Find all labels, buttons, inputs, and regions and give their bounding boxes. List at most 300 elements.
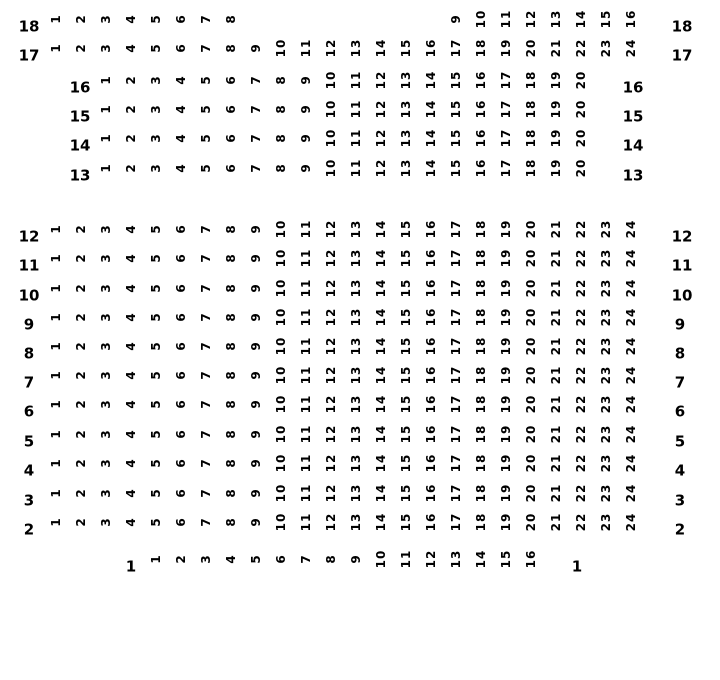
seat-15-6[interactable]: 6 (224, 104, 238, 114)
seat-11-9[interactable]: 9 (249, 253, 263, 263)
seat-7-24[interactable]: 24 (624, 365, 638, 385)
seat-4-23[interactable]: 23 (599, 453, 613, 473)
seat-7-19[interactable]: 19 (499, 365, 513, 385)
seat-4-14[interactable]: 14 (374, 453, 388, 473)
seat-2-4[interactable]: 4 (124, 517, 138, 527)
seat-10-1[interactable]: 1 (49, 283, 63, 293)
seat-10-7[interactable]: 7 (199, 283, 213, 293)
seat-12-4[interactable]: 4 (124, 224, 138, 234)
seat-11-6[interactable]: 6 (174, 253, 188, 263)
seat-12-23[interactable]: 23 (599, 219, 613, 239)
seat-5-7[interactable]: 7 (199, 429, 213, 439)
seat-5-10[interactable]: 10 (274, 424, 288, 444)
seat-4-8[interactable]: 8 (224, 458, 238, 468)
seat-15-16[interactable]: 16 (474, 99, 488, 119)
seat-12-14[interactable]: 14 (374, 219, 388, 239)
seat-14-5[interactable]: 5 (199, 133, 213, 143)
seat-17-7[interactable]: 7 (199, 43, 213, 53)
seat-5-24[interactable]: 24 (624, 424, 638, 444)
seat-2-5[interactable]: 5 (149, 517, 163, 527)
seat-10-2[interactable]: 2 (74, 283, 88, 293)
seat-9-4[interactable]: 4 (124, 312, 138, 322)
seat-3-22[interactable]: 22 (574, 483, 588, 503)
seat-17-6[interactable]: 6 (174, 43, 188, 53)
seat-5-16[interactable]: 16 (424, 424, 438, 444)
seat-12-11[interactable]: 11 (299, 219, 313, 239)
seat-1-12[interactable]: 12 (424, 549, 438, 569)
seat-4-9[interactable]: 9 (249, 458, 263, 468)
seat-10-18[interactable]: 18 (474, 278, 488, 298)
seat-13-2[interactable]: 2 (124, 163, 138, 173)
seat-2-6[interactable]: 6 (174, 517, 188, 527)
seat-9-3[interactable]: 3 (99, 312, 113, 322)
seat-14-20[interactable]: 20 (574, 128, 588, 148)
seat-16-5[interactable]: 5 (199, 75, 213, 85)
seat-12-3[interactable]: 3 (99, 224, 113, 234)
seat-17-1[interactable]: 1 (49, 43, 63, 53)
seat-10-19[interactable]: 19 (499, 278, 513, 298)
seat-16-4[interactable]: 4 (174, 75, 188, 85)
seat-6-18[interactable]: 18 (474, 394, 488, 414)
seat-10-24[interactable]: 24 (624, 278, 638, 298)
seat-7-10[interactable]: 10 (274, 365, 288, 385)
seat-18-12[interactable]: 12 (524, 9, 538, 29)
seat-18-13[interactable]: 13 (549, 9, 563, 29)
seat-8-19[interactable]: 19 (499, 336, 513, 356)
seat-11-19[interactable]: 19 (499, 248, 513, 268)
seat-17-4[interactable]: 4 (124, 43, 138, 53)
seat-4-22[interactable]: 22 (574, 453, 588, 473)
seat-4-15[interactable]: 15 (399, 453, 413, 473)
seat-16-17[interactable]: 17 (499, 70, 513, 90)
seat-12-18[interactable]: 18 (474, 219, 488, 239)
seat-15-9[interactable]: 9 (299, 104, 313, 114)
seat-6-19[interactable]: 19 (499, 394, 513, 414)
seat-4-24[interactable]: 24 (624, 453, 638, 473)
seat-4-13[interactable]: 13 (349, 453, 363, 473)
seat-1-16[interactable]: 16 (524, 549, 538, 569)
seat-10-20[interactable]: 20 (524, 278, 538, 298)
seat-16-12[interactable]: 12 (374, 70, 388, 90)
seat-13-20[interactable]: 20 (574, 158, 588, 178)
seat-8-16[interactable]: 16 (424, 336, 438, 356)
seat-2-9[interactable]: 9 (249, 517, 263, 527)
seat-14-6[interactable]: 6 (224, 133, 238, 143)
seat-11-15[interactable]: 15 (399, 248, 413, 268)
seat-9-20[interactable]: 20 (524, 307, 538, 327)
seat-3-6[interactable]: 6 (174, 488, 188, 498)
seat-17-16[interactable]: 16 (424, 38, 438, 58)
seat-4-20[interactable]: 20 (524, 453, 538, 473)
seat-1-6[interactable]: 6 (274, 554, 288, 564)
seat-8-15[interactable]: 15 (399, 336, 413, 356)
seat-18-1[interactable]: 1 (49, 14, 63, 24)
seat-18-11[interactable]: 11 (499, 9, 513, 29)
seat-7-15[interactable]: 15 (399, 365, 413, 385)
seat-2-13[interactable]: 13 (349, 512, 363, 532)
seat-11-3[interactable]: 3 (99, 253, 113, 263)
seat-1-1[interactable]: 1 (149, 554, 163, 564)
seat-17-12[interactable]: 12 (324, 38, 338, 58)
seat-12-24[interactable]: 24 (624, 219, 638, 239)
seat-5-1[interactable]: 1 (49, 429, 63, 439)
seat-1-3[interactable]: 3 (199, 554, 213, 564)
seat-7-14[interactable]: 14 (374, 365, 388, 385)
seat-6-24[interactable]: 24 (624, 394, 638, 414)
seat-9-12[interactable]: 12 (324, 307, 338, 327)
seat-4-4[interactable]: 4 (124, 458, 138, 468)
seat-9-17[interactable]: 17 (449, 307, 463, 327)
seat-3-15[interactable]: 15 (399, 483, 413, 503)
seat-6-7[interactable]: 7 (199, 399, 213, 409)
seat-12-5[interactable]: 5 (149, 224, 163, 234)
seat-17-14[interactable]: 14 (374, 38, 388, 58)
seat-17-5[interactable]: 5 (149, 43, 163, 53)
seat-13-15[interactable]: 15 (449, 158, 463, 178)
seat-15-11[interactable]: 11 (349, 99, 363, 119)
seat-13-9[interactable]: 9 (299, 163, 313, 173)
seat-2-23[interactable]: 23 (599, 512, 613, 532)
seat-9-6[interactable]: 6 (174, 312, 188, 322)
seat-12-1[interactable]: 1 (49, 224, 63, 234)
seat-10-11[interactable]: 11 (299, 278, 313, 298)
seat-5-5[interactable]: 5 (149, 429, 163, 439)
seat-7-1[interactable]: 1 (49, 370, 63, 380)
seat-18-10[interactable]: 10 (474, 9, 488, 29)
seat-4-6[interactable]: 6 (174, 458, 188, 468)
seat-1-8[interactable]: 8 (324, 554, 338, 564)
seat-17-11[interactable]: 11 (299, 38, 313, 58)
seat-6-2[interactable]: 2 (74, 399, 88, 409)
seat-10-15[interactable]: 15 (399, 278, 413, 298)
seat-8-23[interactable]: 23 (599, 336, 613, 356)
seat-15-8[interactable]: 8 (274, 104, 288, 114)
seat-16-11[interactable]: 11 (349, 70, 363, 90)
seat-7-20[interactable]: 20 (524, 365, 538, 385)
seat-4-1[interactable]: 1 (49, 458, 63, 468)
seat-18-3[interactable]: 3 (99, 14, 113, 24)
seat-9-22[interactable]: 22 (574, 307, 588, 327)
seat-5-15[interactable]: 15 (399, 424, 413, 444)
seat-4-7[interactable]: 7 (199, 458, 213, 468)
seat-6-4[interactable]: 4 (124, 399, 138, 409)
seat-14-10[interactable]: 10 (324, 128, 338, 148)
seat-4-2[interactable]: 2 (74, 458, 88, 468)
seat-14-12[interactable]: 12 (374, 128, 388, 148)
seat-10-10[interactable]: 10 (274, 278, 288, 298)
seat-4-3[interactable]: 3 (99, 458, 113, 468)
seat-12-20[interactable]: 20 (524, 219, 538, 239)
seat-16-20[interactable]: 20 (574, 70, 588, 90)
seat-15-19[interactable]: 19 (549, 99, 563, 119)
seat-18-16[interactable]: 16 (624, 9, 638, 29)
seat-5-23[interactable]: 23 (599, 424, 613, 444)
seat-7-5[interactable]: 5 (149, 370, 163, 380)
seat-1-13[interactable]: 13 (449, 549, 463, 569)
seat-11-8[interactable]: 8 (224, 253, 238, 263)
seat-16-14[interactable]: 14 (424, 70, 438, 90)
seat-15-10[interactable]: 10 (324, 99, 338, 119)
seat-15-4[interactable]: 4 (174, 104, 188, 114)
seat-10-17[interactable]: 17 (449, 278, 463, 298)
seat-3-20[interactable]: 20 (524, 483, 538, 503)
seat-14-14[interactable]: 14 (424, 128, 438, 148)
seat-10-21[interactable]: 21 (549, 278, 563, 298)
seat-10-14[interactable]: 14 (374, 278, 388, 298)
seat-7-21[interactable]: 21 (549, 365, 563, 385)
seat-2-16[interactable]: 16 (424, 512, 438, 532)
seat-8-9[interactable]: 9 (249, 341, 263, 351)
seat-2-10[interactable]: 10 (274, 512, 288, 532)
seat-15-18[interactable]: 18 (524, 99, 538, 119)
seat-5-12[interactable]: 12 (324, 424, 338, 444)
seat-18-15[interactable]: 15 (599, 9, 613, 29)
seat-11-13[interactable]: 13 (349, 248, 363, 268)
seat-11-2[interactable]: 2 (74, 253, 88, 263)
seat-17-19[interactable]: 19 (499, 38, 513, 58)
seat-3-16[interactable]: 16 (424, 483, 438, 503)
seat-8-1[interactable]: 1 (49, 341, 63, 351)
seat-14-7[interactable]: 7 (249, 133, 263, 143)
seat-2-17[interactable]: 17 (449, 512, 463, 532)
seat-17-9[interactable]: 9 (249, 43, 263, 53)
seat-1-10[interactable]: 10 (374, 549, 388, 569)
seat-6-22[interactable]: 22 (574, 394, 588, 414)
seat-11-17[interactable]: 17 (449, 248, 463, 268)
seat-14-2[interactable]: 2 (124, 133, 138, 143)
seat-12-7[interactable]: 7 (199, 224, 213, 234)
seat-16-13[interactable]: 13 (399, 70, 413, 90)
seat-18-2[interactable]: 2 (74, 14, 88, 24)
seat-11-18[interactable]: 18 (474, 248, 488, 268)
seat-6-1[interactable]: 1 (49, 399, 63, 409)
seat-2-19[interactable]: 19 (499, 512, 513, 532)
seat-17-24[interactable]: 24 (624, 38, 638, 58)
seat-8-2[interactable]: 2 (74, 341, 88, 351)
seat-10-6[interactable]: 6 (174, 283, 188, 293)
seat-13-17[interactable]: 17 (499, 158, 513, 178)
seat-11-23[interactable]: 23 (599, 248, 613, 268)
seat-5-3[interactable]: 3 (99, 429, 113, 439)
seat-8-20[interactable]: 20 (524, 336, 538, 356)
seat-8-14[interactable]: 14 (374, 336, 388, 356)
seat-13-3[interactable]: 3 (149, 163, 163, 173)
seat-4-12[interactable]: 12 (324, 453, 338, 473)
seat-1-7[interactable]: 7 (299, 554, 313, 564)
seat-12-15[interactable]: 15 (399, 219, 413, 239)
seat-5-20[interactable]: 20 (524, 424, 538, 444)
seat-13-16[interactable]: 16 (474, 158, 488, 178)
seat-13-14[interactable]: 14 (424, 158, 438, 178)
seat-5-19[interactable]: 19 (499, 424, 513, 444)
seat-11-11[interactable]: 11 (299, 248, 313, 268)
seat-4-5[interactable]: 5 (149, 458, 163, 468)
seat-6-6[interactable]: 6 (174, 399, 188, 409)
seat-1-2[interactable]: 2 (174, 554, 188, 564)
seat-2-11[interactable]: 11 (299, 512, 313, 532)
seat-11-22[interactable]: 22 (574, 248, 588, 268)
seat-5-21[interactable]: 21 (549, 424, 563, 444)
seat-9-2[interactable]: 2 (74, 312, 88, 322)
seat-9-19[interactable]: 19 (499, 307, 513, 327)
seat-1-11[interactable]: 11 (399, 549, 413, 569)
seat-2-24[interactable]: 24 (624, 512, 638, 532)
seat-3-7[interactable]: 7 (199, 488, 213, 498)
seat-10-23[interactable]: 23 (599, 278, 613, 298)
seat-1-5[interactable]: 5 (249, 554, 263, 564)
seat-18-7[interactable]: 7 (199, 14, 213, 24)
seat-3-17[interactable]: 17 (449, 483, 463, 503)
seat-16-6[interactable]: 6 (224, 75, 238, 85)
seat-12-12[interactable]: 12 (324, 219, 338, 239)
seat-3-24[interactable]: 24 (624, 483, 638, 503)
seat-11-10[interactable]: 10 (274, 248, 288, 268)
seat-4-19[interactable]: 19 (499, 453, 513, 473)
seat-10-22[interactable]: 22 (574, 278, 588, 298)
seat-13-7[interactable]: 7 (249, 163, 263, 173)
seat-8-4[interactable]: 4 (124, 341, 138, 351)
seat-3-5[interactable]: 5 (149, 488, 163, 498)
seat-10-12[interactable]: 12 (324, 278, 338, 298)
seat-7-22[interactable]: 22 (574, 365, 588, 385)
seat-5-9[interactable]: 9 (249, 429, 263, 439)
seat-15-5[interactable]: 5 (199, 104, 213, 114)
seat-6-14[interactable]: 14 (374, 394, 388, 414)
seat-8-24[interactable]: 24 (624, 336, 638, 356)
seat-3-11[interactable]: 11 (299, 483, 313, 503)
seat-4-17[interactable]: 17 (449, 453, 463, 473)
seat-8-17[interactable]: 17 (449, 336, 463, 356)
seat-16-3[interactable]: 3 (149, 75, 163, 85)
seat-5-14[interactable]: 14 (374, 424, 388, 444)
seat-3-1[interactable]: 1 (49, 488, 63, 498)
seat-18-4[interactable]: 4 (124, 14, 138, 24)
seat-9-11[interactable]: 11 (299, 307, 313, 327)
seat-13-11[interactable]: 11 (349, 158, 363, 178)
seat-18-6[interactable]: 6 (174, 14, 188, 24)
seat-11-7[interactable]: 7 (199, 253, 213, 263)
seat-6-20[interactable]: 20 (524, 394, 538, 414)
seat-12-13[interactable]: 13 (349, 219, 363, 239)
seat-11-4[interactable]: 4 (124, 253, 138, 263)
seat-17-8[interactable]: 8 (224, 43, 238, 53)
seat-8-3[interactable]: 3 (99, 341, 113, 351)
seat-14-15[interactable]: 15 (449, 128, 463, 148)
seat-2-8[interactable]: 8 (224, 517, 238, 527)
seat-15-12[interactable]: 12 (374, 99, 388, 119)
seat-17-13[interactable]: 13 (349, 38, 363, 58)
seat-15-17[interactable]: 17 (499, 99, 513, 119)
seat-9-8[interactable]: 8 (224, 312, 238, 322)
seat-13-10[interactable]: 10 (324, 158, 338, 178)
seat-15-2[interactable]: 2 (124, 104, 138, 114)
seat-2-7[interactable]: 7 (199, 517, 213, 527)
seat-14-3[interactable]: 3 (149, 133, 163, 143)
seat-6-9[interactable]: 9 (249, 399, 263, 409)
seat-8-10[interactable]: 10 (274, 336, 288, 356)
seat-6-5[interactable]: 5 (149, 399, 163, 409)
seat-12-19[interactable]: 19 (499, 219, 513, 239)
seat-1-15[interactable]: 15 (499, 549, 513, 569)
seat-11-5[interactable]: 5 (149, 253, 163, 263)
seat-2-3[interactable]: 3 (99, 517, 113, 527)
seat-18-14[interactable]: 14 (574, 9, 588, 29)
seat-12-8[interactable]: 8 (224, 224, 238, 234)
seat-8-22[interactable]: 22 (574, 336, 588, 356)
seat-13-6[interactable]: 6 (224, 163, 238, 173)
seat-17-23[interactable]: 23 (599, 38, 613, 58)
seat-15-14[interactable]: 14 (424, 99, 438, 119)
seat-1-9[interactable]: 9 (349, 554, 363, 564)
seat-10-4[interactable]: 4 (124, 283, 138, 293)
seat-9-18[interactable]: 18 (474, 307, 488, 327)
seat-5-8[interactable]: 8 (224, 429, 238, 439)
seat-3-10[interactable]: 10 (274, 483, 288, 503)
seat-12-16[interactable]: 16 (424, 219, 438, 239)
seat-16-19[interactable]: 19 (549, 70, 563, 90)
seat-2-21[interactable]: 21 (549, 512, 563, 532)
seat-2-15[interactable]: 15 (399, 512, 413, 532)
seat-14-19[interactable]: 19 (549, 128, 563, 148)
seat-9-14[interactable]: 14 (374, 307, 388, 327)
seat-5-4[interactable]: 4 (124, 429, 138, 439)
seat-12-17[interactable]: 17 (449, 219, 463, 239)
seat-16-18[interactable]: 18 (524, 70, 538, 90)
seat-3-4[interactable]: 4 (124, 488, 138, 498)
seat-8-6[interactable]: 6 (174, 341, 188, 351)
seat-8-8[interactable]: 8 (224, 341, 238, 351)
seat-12-9[interactable]: 9 (249, 224, 263, 234)
seat-16-1[interactable]: 1 (99, 75, 113, 85)
seat-4-21[interactable]: 21 (549, 453, 563, 473)
seat-16-7[interactable]: 7 (249, 75, 263, 85)
seat-7-12[interactable]: 12 (324, 365, 338, 385)
seat-16-16[interactable]: 16 (474, 70, 488, 90)
seat-14-9[interactable]: 9 (299, 133, 313, 143)
seat-6-23[interactable]: 23 (599, 394, 613, 414)
seat-3-9[interactable]: 9 (249, 488, 263, 498)
seat-2-20[interactable]: 20 (524, 512, 538, 532)
seat-9-21[interactable]: 21 (549, 307, 563, 327)
seat-14-8[interactable]: 8 (274, 133, 288, 143)
seat-6-11[interactable]: 11 (299, 394, 313, 414)
seat-14-4[interactable]: 4 (174, 133, 188, 143)
seat-7-16[interactable]: 16 (424, 365, 438, 385)
seat-16-10[interactable]: 10 (324, 70, 338, 90)
seat-15-20[interactable]: 20 (574, 99, 588, 119)
seat-14-16[interactable]: 16 (474, 128, 488, 148)
seat-13-13[interactable]: 13 (399, 158, 413, 178)
seat-13-1[interactable]: 1 (99, 163, 113, 173)
seat-8-12[interactable]: 12 (324, 336, 338, 356)
seat-4-11[interactable]: 11 (299, 453, 313, 473)
seat-7-9[interactable]: 9 (249, 370, 263, 380)
seat-2-18[interactable]: 18 (474, 512, 488, 532)
seat-9-7[interactable]: 7 (199, 312, 213, 322)
seat-7-17[interactable]: 17 (449, 365, 463, 385)
seat-14-13[interactable]: 13 (399, 128, 413, 148)
seat-2-12[interactable]: 12 (324, 512, 338, 532)
seat-2-1[interactable]: 1 (49, 517, 63, 527)
seat-18-8[interactable]: 8 (224, 14, 238, 24)
seat-18-5[interactable]: 5 (149, 14, 163, 24)
seat-9-16[interactable]: 16 (424, 307, 438, 327)
seat-16-9[interactable]: 9 (299, 75, 313, 85)
seat-12-22[interactable]: 22 (574, 219, 588, 239)
seat-11-24[interactable]: 24 (624, 248, 638, 268)
seat-9-5[interactable]: 5 (149, 312, 163, 322)
seat-2-22[interactable]: 22 (574, 512, 588, 532)
